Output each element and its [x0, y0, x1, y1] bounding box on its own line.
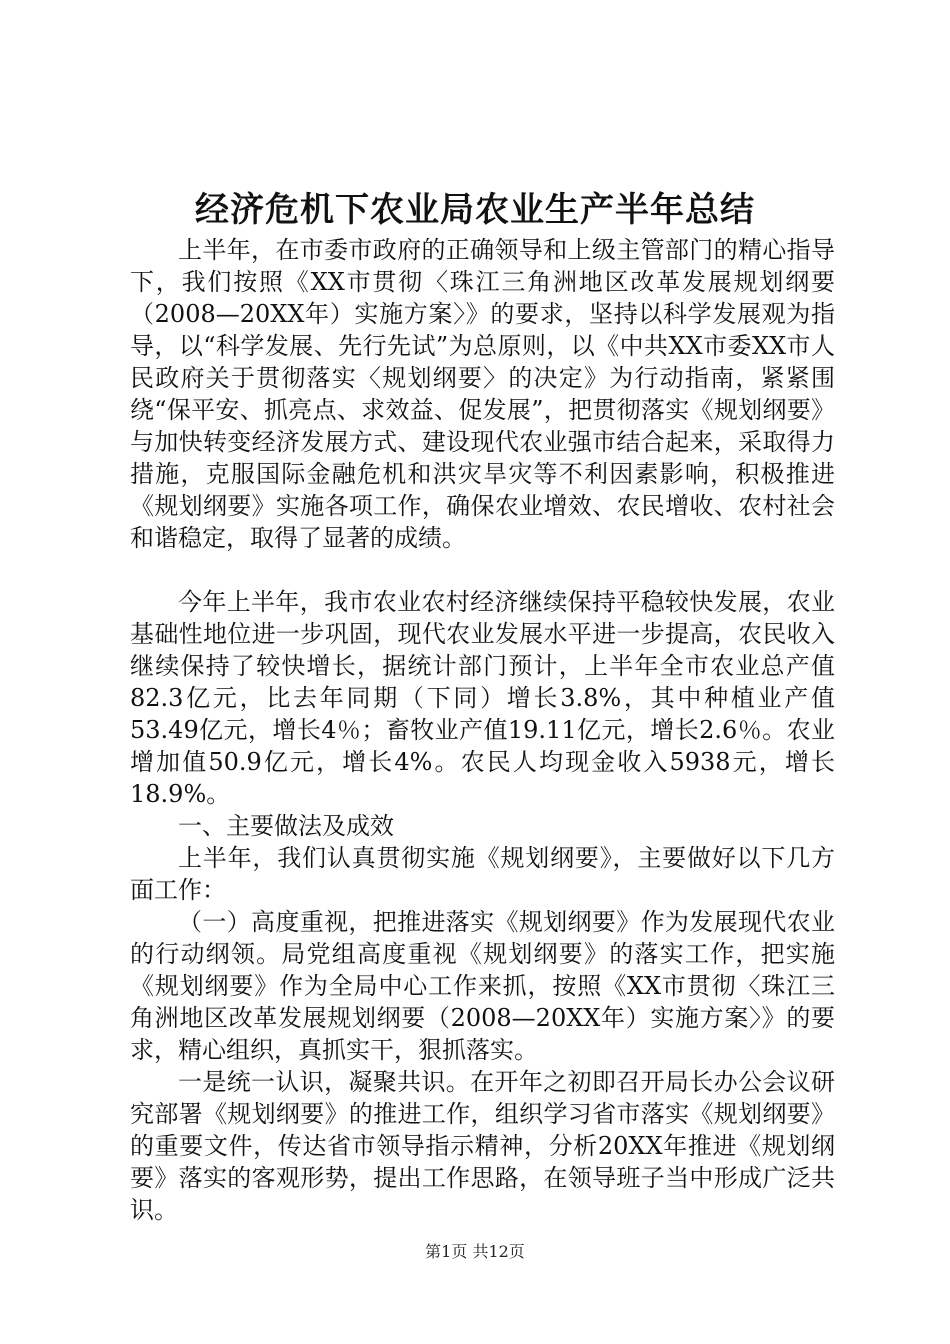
paragraph-point-one: 一是统一认识，凝聚共识。在开年之初即召开局长办公会议研究部署《规划纲要》的推进工作，组织学习省市落实《规划纲要》的重要文件，传达省市领导指示精神，分析20XX年推进《规划纲要》落实的客观形势，提出工作思路，在领导班子当中形成广泛共识。 [130, 1068, 835, 1224]
paragraph-intro: 上半年，在市委市政府的正确领导和上级主管部门的精心指导下，我们按照《XX市贯彻〈珠江三角洲地区改革发展规划纲要（2008—20XX年）实施方案〉》的要求，坚持以科学发展观为指导，以“科学发展、先行先试”为总原则，以《中共XX市委XX市人民政府关于贯彻落实〈规划纲要〉的决定》为行动指南，紧紧围绕“保平安、抓亮点、求效益、促发展”，把贯彻落实《规划纲要》与加快转变经济发展方式、建设现代农业强市结合起来，采取得力措施，克服国际金融危机和洪灾旱灾等不利因素影响，积极推进《规划纲要》实施各项工作，确保农业增效、农民增收、农村社会和谐稳定，取得了显著的成绩。 [130, 236, 835, 552]
paragraph-item-one: （一）高度重视，把推进落实《规划纲要》作为发展现代农业的行动纲领。局党组高度重视《规划纲要》的落实工作，把实施《规划纲要》作为全局中心工作来抓，按照《XX市贯彻〈珠江三角洲地区改革发展规划纲要（2008—20XX年）实施方案〉》的要求，精心组织，真抓实干，狠抓落实。 [130, 908, 835, 1064]
section-heading: 一、主要做法及成效 [178, 812, 394, 840]
page-number-footer: 第1页 共12页 [425, 1242, 525, 1261]
document-body [130, 234, 835, 1226]
document-title: 经济危机下农业局农业生产半年总结 [195, 190, 755, 230]
paragraph-overview: 上半年，我们认真贯彻实施《规划纲要》，主要做好以下几方面工作： [130, 844, 835, 904]
paragraph-statistics: 今年上半年，我市农业农村经济继续保持平稳较快发展，农业基础性地位进一步巩固，现代农业发展水平进一步提高，农民收入继续保持了较快增长，据统计部门预计，上半年全市农业总产值82.3亿元，比去年同期（下同）增长3.8%，其中种植业产值53.49亿元，增长4％；畜牧业产值19.11亿元，增长2.6％。农业增加值50.9亿元，增长4%。农民人均现金收入5938元，增长18.9%。 [130, 588, 835, 808]
